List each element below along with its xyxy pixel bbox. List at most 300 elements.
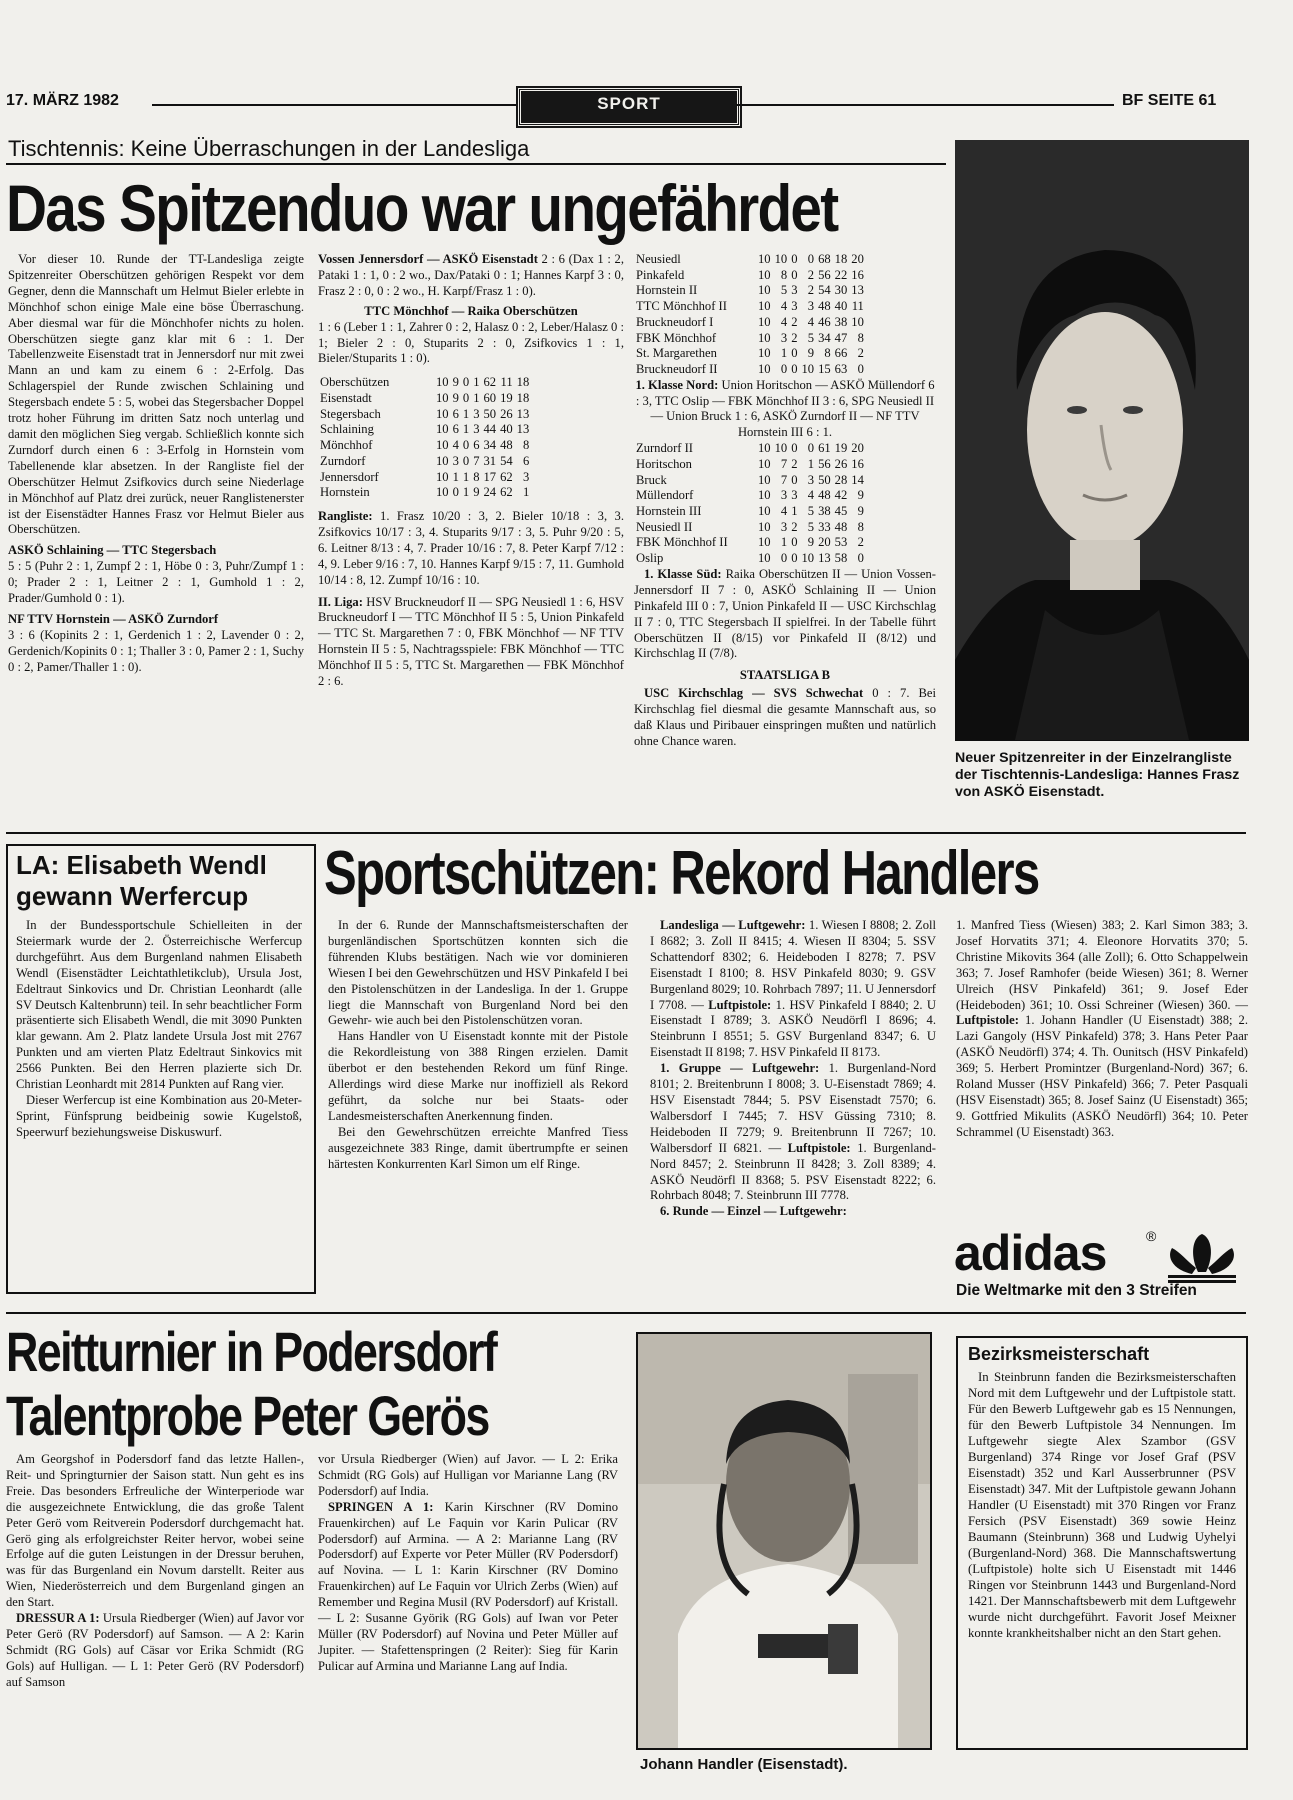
stat-cell: 4	[807, 314, 815, 329]
tt-match3-text: 2 : 6 (Dax 1 : 2, Pataki 1 : 1, 0 : 2 wo., Dax/Pataki 0 : 1; Hannes Karpf 3 : 0, Frasz 2 : 0, 0 : 2 wo., H. Karpf/Frasz 1 : 0).	[318, 252, 624, 298]
reit-headline-line1: Reitturnier in Podersdorf	[6, 1320, 497, 1383]
tt-nord-label: 1. Klasse Nord:	[635, 377, 719, 392]
stat-cell: 8	[780, 267, 788, 282]
stat-cell: 10	[758, 472, 771, 487]
team-name-cell: FBK Mönchhof II	[636, 535, 728, 550]
ss-g1-pistole: 1. Burgenland-Nord 8457; 2. Steinbrunn II 8428; 3. Zoll 8389; 4. ASKÖ Neudörfl II 8368; 5. PSV Eisenstadt 8222; 6. Rohrbach 8048; 7. Steinbrunn III 7778.	[650, 1140, 936, 1203]
tt-sued-text: Raika Oberschützen II — Union Vossen-Jennersdorf II 7 : 0, ASKÖ Schlaining II — Union Pinkafeld III 0 : 7, Union Pinkafeld II — USC Kirchschlag II 7 : 0, TTC Stegersbach II spielfrei. In der Tabelle führt Oberschützen II (8/15) vor Pinkafeld II (8/12) und Kirchschlag II (7/8).	[634, 566, 936, 661]
ss-label-g1-pistole: Luftpistole:	[787, 1140, 851, 1155]
stat-cell: 13	[818, 551, 831, 566]
reit-dressur-cont: vor Ursula Riedberger (Wien) auf Javor. — L 2: Erika Schmidt (RG Gols) auf Hulligan vor Marianne Lang (RV Podersdorf) auf India.	[318, 1452, 618, 1498]
section-label-text: SPORT	[597, 94, 661, 113]
tt-intro: Vor dieser 10. Runde der TT-Landesliga zeigte Spitzenreiter Oberschützen gehörigen Respekt vor dem Gegner, denn die Mannschaft um Helmut Bieler erlebte in Mönchhof schon einige Male eine böse Überraschung. Aber diesmal war für die Mönchhofer nichts zu holen. Oberschützen siegte ganz klar mit 6 : 1. Der Tabellenzweite Eisenstadt trat in Jennersdorf nur mit zwei Mann an und kam zu einem 6 : 2-Erfolg. Das Schlagerspiel der Runde zwischen Schlaining und Stegersbach endete 5 : 5, wobei das Stegersbacher Doppel trotz hoher Führung im dritten Satz noch unterlag und damit den möglichen Sieg vergab. Schließlich konnte sich Zurndorf durch einen 6 : 3-Erfolg in Hornstein vom Tabellenende klar absetzen. In der Rangliste fiel der Oberschützer Helmut Zsifkovics durch seine Niederlage in Mönchhof auf Platz drei zurück, neuer Ranglistenerster ist der Eisenstädter Hannes Frasz vor Helmut Bieler aus Oberschützen.	[8, 252, 304, 537]
team-name-cell: Schlaining	[320, 422, 374, 437]
stat-cell: 20	[851, 252, 864, 266]
stat-cell: 8	[522, 438, 530, 453]
ss-label-g1-gewehr: 1. Gruppe — Luftgewehr:	[660, 1061, 820, 1076]
team-name-cell: Neusiedl II	[636, 519, 693, 534]
stat-cell: 38	[834, 314, 848, 329]
team-name-cell: Oberschützen	[320, 375, 390, 390]
stat-cell: 10	[758, 267, 771, 282]
stat-cell: 54	[500, 453, 513, 468]
tt-kicker: Tischtennis: Keine Überraschungen in der Landesliga	[8, 136, 530, 161]
stat-cell: 58	[834, 551, 848, 566]
team-name-cell: Horitschon	[636, 456, 692, 471]
la-box	[6, 844, 316, 1294]
ss-label-ll-pistole: Luftpistole:	[708, 997, 772, 1012]
stat-cell: 11	[851, 299, 864, 314]
tt-match2-text: 3 : 6 (Kopinits 2 : 1, Gerdenich 1 : 2, Lavender 0 : 2, Gerdenich/Kopinits 0 : 1; Thaller 3 : 0, Pamer 2 : 1, Suchy 0 : 2, Pamer/Thaller 1 : 0).	[8, 627, 304, 674]
stat-cell: 63	[834, 361, 848, 376]
stat-cell: 10	[758, 330, 771, 345]
stat-cell: 0	[452, 485, 459, 500]
stat-cell: 34	[818, 330, 831, 345]
stat-cell: 0	[807, 252, 815, 266]
table-row	[634, 457, 866, 473]
stat-cell: 1	[791, 504, 798, 519]
table-row	[634, 473, 866, 489]
stat-cell: 10	[436, 485, 449, 500]
stat-cell: 10	[758, 283, 771, 298]
tt-match1-title: ASKÖ Schlaining — TTC Stegersbach	[8, 543, 217, 558]
bez-title: Bezirksmeisterschaft	[968, 1344, 1150, 1364]
ss-col2	[650, 918, 936, 1220]
stat-cell: 10	[774, 252, 788, 266]
stat-cell: 0	[791, 441, 798, 456]
stat-cell: 3	[473, 406, 480, 421]
stat-cell: 5	[807, 330, 815, 345]
stat-cell: 42	[834, 488, 848, 503]
stat-cell: 9	[452, 375, 459, 390]
stat-cell: 1	[473, 375, 480, 390]
stat-cell: 1	[780, 535, 788, 550]
section-label	[518, 88, 740, 126]
stat-cell: 0	[462, 438, 470, 453]
stat-cell: 7	[780, 472, 788, 487]
stat-cell: 46	[818, 314, 831, 329]
stat-cell: 9	[807, 535, 815, 550]
stat-cell: 56	[818, 267, 831, 282]
stat-cell: 1	[522, 485, 530, 500]
team-name-cell: Müllendorf	[636, 488, 694, 503]
stat-cell: 48	[818, 488, 831, 503]
stat-cell: 4	[780, 299, 788, 314]
stat-cell: 11	[500, 375, 513, 390]
stat-cell: 62	[500, 485, 513, 500]
table-row	[634, 535, 866, 551]
table-row	[634, 252, 866, 268]
team-name-cell: Bruckneudorf I	[636, 314, 714, 329]
stat-cell: 47	[834, 330, 848, 345]
tt-table-nord	[634, 441, 866, 567]
ss-label-einzel: 6. Runde — Einzel — Luftgewehr:	[660, 1204, 847, 1219]
stat-cell: 24	[483, 485, 497, 500]
ss-col3	[956, 918, 1248, 1141]
stat-cell: 6	[522, 453, 530, 468]
stat-cell: 4	[780, 314, 788, 329]
adidas-trefoil-icon	[1162, 1228, 1242, 1284]
stat-cell: 68	[818, 252, 831, 266]
stat-cell: 60	[483, 391, 497, 406]
handler-caption: Johann Handler (Eisenstadt).	[640, 1756, 848, 1773]
tt-col2	[318, 252, 624, 690]
stat-cell: 62	[500, 469, 513, 484]
reit-dressur-label: DRESSUR A 1:	[16, 1611, 100, 1626]
stat-cell: 10	[758, 252, 771, 266]
reit-headline	[6, 1320, 496, 1448]
stat-cell: 10	[758, 551, 771, 566]
section-divider-2	[6, 1312, 1246, 1314]
stat-cell: 50	[818, 472, 831, 487]
stat-cell: 6	[452, 406, 459, 421]
bez-body	[968, 1369, 1236, 1641]
table-row	[634, 441, 866, 457]
stat-cell: 31	[483, 453, 497, 468]
bez-text: In Steinbrunn fanden die Bezirksmeisterschaften Nord mit dem Luftgewehr und der Luftpistole statt. Für den Bewerb Luftgewehr gab es 15 Nennungen, für den Bewerb Luftpistole 34 Nennungen. Im Luftgewehr siegte Alex Szambor (GSV Burgenland) 374 Ringe vor Josef Graf (PSV Eisenstadt) 352 und Karl Ausserbrunner (PSV Eisenstadt) 347. Mit der Luftpistole gewann Johann Handler (U Eisenstadt) mit 370 Ringen vor Franz Fersich (PSV Eisenstadt) 369 sowie Heinz Baumann (Steinbrunn) 368 und Ludwig Uyhelyi (Burgenland-Nord) 368. Die Mannschaftswertung (Luftpistole) holte sich U Eisenstadt mit 1446 Ringen vor Steinbrunn 1443 und Burgenland-Nord 1421. Der Mannschaftsbewerb mit dem Luftgewehr wurde nicht durchgeführt. Favorit Josef Meixner konnte krankheitshalber nicht an den Start gehen.	[968, 1370, 1236, 1640]
tt-sued-label: 1. Klasse Süd:	[644, 566, 722, 581]
adidas-logo-text: adidas	[954, 1225, 1107, 1281]
stat-cell: 0	[857, 361, 864, 376]
stat-cell: 3	[473, 422, 480, 437]
adidas-registered: ®	[1146, 1228, 1157, 1244]
stat-cell: 0	[791, 535, 798, 550]
stat-cell: 8	[857, 330, 864, 345]
la-headline-line1: LA: Elisabeth Wendl	[16, 850, 267, 880]
ss-label-ll-gewehr: Landesliga — Luftgewehr:	[660, 918, 806, 932]
table-row	[634, 268, 866, 284]
stat-cell: 1	[473, 391, 480, 406]
stat-cell: 3	[780, 488, 788, 503]
team-name-cell: Zurndorf	[320, 453, 366, 468]
team-name-cell: Jennersdorf	[320, 469, 379, 484]
stat-cell: 1	[452, 469, 459, 484]
table-row	[634, 551, 866, 567]
table-row	[634, 520, 866, 536]
table-row	[318, 422, 531, 438]
stat-cell: 10	[758, 314, 771, 329]
la-headline	[16, 850, 314, 912]
stat-cell: 2	[857, 346, 864, 361]
stat-cell: 34	[483, 438, 497, 453]
stat-cell: 8	[857, 519, 864, 534]
stat-cell: 3	[791, 488, 798, 503]
la-headline-line2: gewann Werfercup	[16, 881, 249, 911]
stat-cell: 3	[780, 330, 788, 345]
stat-cell: 9	[857, 488, 864, 503]
ss-einzel-gewehr: 1. Manfred Tiess (Wiesen) 383; 2. Karl Simon 383; 3. Josef Horvatits 371; 4. Eleonore Horvatits 370; 5. Christine Mikovits 364 (alle Zoll); 6. Otto Schappelwein 363; 7. Josef Ramhofer (beide Wiesen) 361; 8. Werner Ulreich (HSV Pinkafeld) 361; 9. Josef Eder (Heideboden) 361; 10. Ossi Schreiner (Wiesen) 360. —	[956, 918, 1248, 1012]
tt-table-liga2	[634, 252, 866, 378]
table-row	[318, 485, 531, 501]
table-row	[634, 315, 866, 331]
table-row	[318, 470, 531, 486]
stat-cell: 9	[807, 346, 815, 361]
stat-cell: 56	[818, 456, 831, 471]
stat-cell: 2	[791, 519, 798, 534]
stat-cell: 3	[807, 472, 815, 487]
stat-cell: 10	[436, 438, 449, 453]
frasz-caption: Neuer Spitzenreiter in der Einzelrangliste der Tischtennis-Landesliga: Hannes Frasz von ASKÖ Eisenstadt.	[955, 750, 1240, 800]
tt-match4-title: TTC Mönchhof — Raika Oberschützen	[364, 303, 578, 318]
reit-springen-label: SPRINGEN A 1:	[328, 1499, 434, 1514]
table-row	[318, 438, 531, 454]
stat-cell: 3	[522, 469, 530, 484]
stat-cell: 44	[483, 422, 497, 437]
frasz-portrait-drawing	[955, 140, 1249, 741]
stat-cell: 19	[500, 391, 513, 406]
stat-cell: 16	[851, 456, 864, 471]
stat-cell: 7	[780, 456, 788, 471]
tt-rangliste-text: 1. Frasz 10/20 : 3, 2. Bieler 10/18 : 3, 3. Zsifkovics 10/17 : 3, 4. Stuparits 9/17 : 3, 5. Puhr 9/20 : 5, 6. Leitner 8/13 : 4, 7. Prader 10/16 : 7, 8. Peter Karpf 7/12 : 4, 9. Leber 9/16 : 7, 10. Hannes Karpf 9/15 : 7, 11. Gumhold 10/14 : 8, 12. Zumpf 10/16 : 10.	[318, 508, 624, 587]
stat-cell: 10	[758, 535, 771, 550]
stat-cell: 13	[851, 283, 864, 298]
stat-cell: 18	[516, 391, 530, 406]
table-row	[634, 299, 866, 315]
stat-cell: 40	[500, 422, 513, 437]
table-row	[634, 346, 866, 362]
stat-cell: 10	[851, 314, 864, 329]
team-name-cell: Hornstein	[320, 485, 370, 500]
stat-cell: 10	[801, 361, 815, 376]
stat-cell: 19	[834, 441, 848, 456]
header-date: 17. MÄRZ 1982	[6, 92, 119, 109]
reit-springen-text: Karin Kirschner (RV Domino Frauenkirchen) auf Le Faquin vor Karin Pulicar (RV Podersdorf) auf Armina. — A 2: Marianne Lang (RV Podersdorf) auf Experte vor Peter Müller (RV Podersdorf) auf Novina. — L 1: Karin Kirschner (RV Domino Frauenkirchen) auf Le Faquin vor Ulrich Zerbs (Wien) auf Remember und Regina Musil (RV Podersdorf) auf Kristall. — L 2: Susanne Györik (RG Gols) auf Iwan vor Peter Müller (RV Podersdorf) auf Novina und Peter Müller auf Jupiter. — Stafettenspringen (2 Reiter): Sieg für Karin Pulicar auf Armina und Marianne Lang auf India.	[318, 1499, 618, 1673]
stat-cell: 10	[758, 456, 771, 471]
stat-cell: 9	[452, 391, 459, 406]
stat-cell: 33	[818, 519, 831, 534]
handler-photo	[636, 1332, 932, 1750]
stat-cell: 48	[818, 299, 831, 314]
stat-cell: 9	[857, 504, 864, 519]
stat-cell: 61	[818, 441, 831, 456]
stat-cell: 10	[436, 406, 449, 421]
stat-cell: 10	[436, 391, 449, 406]
tt-match2-title: NF TTV Hornstein — ASKÖ Zurndorf	[8, 611, 219, 626]
reit-headline-line2: Talentprobe Peter Gerös	[6, 1384, 489, 1447]
table-row	[318, 407, 531, 423]
stat-cell: 28	[834, 472, 848, 487]
stat-cell: 0	[791, 267, 798, 282]
stat-cell: 13	[516, 406, 530, 421]
la-body	[16, 918, 302, 1141]
stat-cell: 5	[807, 504, 815, 519]
bez-box	[956, 1336, 1248, 1750]
tt-table-landesliga	[318, 375, 531, 501]
stat-cell: 10	[758, 299, 771, 314]
table-row	[634, 283, 866, 299]
stat-cell: 5	[807, 519, 815, 534]
stat-cell: 1	[780, 346, 788, 361]
reit-col1	[6, 1452, 304, 1691]
table-row	[634, 504, 866, 520]
stat-cell: 2	[791, 456, 798, 471]
stat-cell: 48	[834, 519, 848, 534]
stat-cell: 0	[462, 453, 470, 468]
team-name-cell: Hornstein II	[636, 283, 698, 298]
handler-portrait-drawing	[638, 1334, 930, 1748]
stat-cell: 4	[807, 488, 815, 503]
stat-cell: 0	[791, 472, 798, 487]
header-page: BF SEITE 61	[1122, 92, 1217, 109]
stat-cell: 2	[807, 267, 815, 282]
stat-cell: 2	[791, 314, 798, 329]
table-row	[634, 331, 866, 347]
tt-staatsliga-text: 0 : 7. Bei Kirchschlag fiel diesmal die gesamte Mannschaft aus, so daß Klaus und Piribauer einspringen mußten und natürlich ohne Chance waren.	[634, 686, 936, 748]
stat-cell: 22	[834, 267, 848, 282]
stat-cell: 10	[436, 422, 449, 437]
stat-cell: 20	[818, 535, 831, 550]
stat-cell: 0	[462, 375, 470, 390]
adidas-slogan: Die Weltmarke mit den 3 Streifen	[956, 1282, 1197, 1299]
header-rule-left	[152, 104, 517, 106]
stat-cell: 54	[818, 283, 831, 298]
stat-cell: 15	[818, 361, 831, 376]
stat-cell: 1	[462, 406, 470, 421]
team-name-cell: TTC Mönchhof II	[636, 299, 727, 314]
tt-col1	[8, 252, 304, 676]
stat-cell: 6	[452, 422, 459, 437]
stat-cell: 10	[758, 346, 771, 361]
stat-cell: 10	[436, 453, 449, 468]
stat-cell: 9	[473, 485, 480, 500]
stat-cell: 10	[758, 519, 771, 534]
stat-cell: 8	[473, 469, 480, 484]
stat-cell: 0	[780, 361, 788, 376]
stat-cell: 38	[818, 504, 831, 519]
stat-cell: 45	[834, 504, 848, 519]
tt-match3-title: Vossen Jennersdorf — ASKÖ Eisenstadt	[318, 252, 538, 266]
stat-cell: 10	[758, 504, 771, 519]
tt-headline: Das Spitzenduo war ungefährdet	[6, 171, 838, 245]
stat-cell: 8	[824, 346, 831, 361]
ss-einzel-pistole: 1. Johann Handler (U Eisenstadt) 388; 2. Lazi Gangoly (HSV Pinkafeld) 378; 3. Hans Peter Paar (ASKÖ Neudörfl) 374; 4. Th. Ounitsch (HSV Pinkafeld) 369; 5. Herbert Promintzer (Burgenland-Nord) 367; 6. Roland Musser (HSV Pinkafeld) 366; 7. Peter Pasquali (HSV Eisenstadt) 365; 8. Josef Sainz (U Eisenstadt) 365; 9. Gottfried Mikulits (ASKÖ Neudörfl) 364; 10. Peter Schrammel (U Eisenstadt) 363.	[956, 1013, 1248, 1139]
stat-cell: 10	[801, 551, 815, 566]
team-name-cell: Oslip	[636, 551, 664, 566]
ss-ll-pistole: 1. HSV Pinkafeld I 8840; 2. U Eisenstadt I 8789; 3. ASKÖ Neudörfl I 8696; 4. Steinbrunn I 8551; 5. GSV Burgenland 8347; 6. U Eisenstadt II 8198; 7. HSV Pinkafeld II 8173.	[650, 997, 937, 1060]
ss-p1: In der 6. Runde der Mannschaftsmeisterschaften der burgenländischen Sportschützen konnten sich die führenden Klubs bestätigen. Nach wie vor dominieren Wiesen I bei den Gewehrschützen und HSV Pinkafeld I bei den Pistolenschützen in der Landesliga. In der 1. Gruppe liegt die Mannschaft von Burgenland Nord bei den Gewehr- wie auch bei den Pistolenschützen voran.	[328, 918, 628, 1028]
stat-cell: 1	[462, 422, 470, 437]
section-divider-1	[6, 832, 1246, 834]
tt-col3	[634, 252, 936, 750]
tt-staatsliga-match: USC Kirchschlag — SVS Schwechat	[644, 686, 864, 701]
stat-cell: 3	[791, 283, 798, 298]
team-name-cell: Hornstein III	[636, 504, 702, 519]
tt-match1-text: 5 : 5 (Puhr 2 : 1, Zumpf 2 : 1, Höbe 0 : 3, Puhr/Zumpf 1 : 0; Prader 2 : 1, Leitner 2 : 1, Gumhold 1 : 2, Prader/Gumhold 0 : 1).	[8, 559, 304, 606]
frasz-photo	[955, 140, 1249, 741]
team-name-cell: Mönchhof	[320, 438, 373, 453]
stat-cell: 14	[851, 472, 864, 487]
stat-cell: 10	[436, 469, 449, 484]
team-name-cell: Bruckneudorf II	[636, 361, 718, 376]
stat-cell: 20	[851, 441, 864, 456]
stat-cell: 0	[857, 551, 864, 566]
stat-cell: 0	[791, 346, 798, 361]
stat-cell: 50	[483, 406, 497, 421]
table-row	[318, 391, 531, 407]
stat-cell: 16	[851, 267, 864, 282]
stat-cell: 1	[807, 456, 815, 471]
team-name-cell: Stegersbach	[320, 406, 381, 421]
tt-liga2-text: HSV Bruckneudorf II — SPG Neusiedl 1 : 6, HSV Bruckneudorf I — TTC Mönchhof II 5 : 5, Union Pinkafeld — TTC St. Margarethen 7 : 0, FBK Mönchhof — NF TTV Hornstein II 5 : 5, Nachtragsspiele: FBK Mönchhof — TTC Mönchhof II 5 : 5, TTC St. Margarethen — FBK Mönchhof 2 : 6.	[318, 594, 625, 689]
ss-p3: Bei den Gewehrschützen erreichte Manfred Tiess ausgezeichnete 383 Ringe, damit übertrumpfte er seinen härtesten Konkurrenten Karl Simon um elf Ringe.	[328, 1124, 628, 1171]
tt-rangliste-label: Rangliste:	[318, 508, 373, 523]
team-name-cell: Zurndorf II	[636, 441, 693, 456]
la-p1: In der Bundessportschule Schielleiten in der Steiermark wurde der 2. Österreichische Werfercup durchgeführt. Aus dem Burgenland nahmen Elisabeth Wendl (Eisenstädter Leichtathletikclub), Ursula Jost, Edeltraut Sinkovics und Dr. Christian Leonhardt (alle SV Deutsch Kaltenbrunn) teil. In sehr beachtlicher Form präsentierte sich Elisabeth Wendl, die mit 3090 Punkten klar gewann. Am 2. Platz landete Ursula Jost mit 2767 Punkten und am vierten Platz Edeltraut Sinkovics mit 2566 Punkten. Bei den Herren plazierte sich Dr. Christian Leonhardt mit 2814 Punkten auf Rang vier.	[16, 918, 302, 1092]
stat-cell: 40	[834, 299, 848, 314]
stat-cell: 62	[483, 375, 497, 390]
stat-cell: 18	[516, 375, 530, 390]
stat-cell: 10	[774, 441, 788, 456]
stat-cell: 4	[780, 504, 788, 519]
stat-cell: 0	[780, 551, 788, 566]
stat-cell: 5	[780, 283, 788, 298]
stat-cell: 3	[452, 453, 459, 468]
stat-cell: 1	[462, 485, 470, 500]
stat-cell: 26	[500, 406, 513, 421]
stat-cell: 48	[500, 438, 513, 453]
stat-cell: 3	[791, 299, 798, 314]
stat-cell: 0	[791, 361, 798, 376]
tt-liga2-label: II. Liga:	[318, 594, 363, 609]
stat-cell: 7	[473, 453, 480, 468]
team-name-cell: Eisenstadt	[320, 391, 372, 406]
table-row	[634, 362, 866, 378]
tt-nord-text: Union Horitschon — ASKÖ Müllendorf 6 : 3, TTC Oslip — FBK Mönchhof II 3 : 6, SPG Neusiedl II — Union Bruck 1 : 6, ASKÖ Zurndorf II — NF TTV Hornstein III 6 : 1.	[635, 377, 935, 440]
stat-cell: 2	[807, 283, 815, 298]
reit-dressur-text: Ursula Riedberger (Wien) auf Javor vor Peter Gerö (RV Podersdorf) auf Samson. — A 2: Karin Schmidt (RG Gols) auf Cäsar vor Erika Schmidt (RG Gols) auf Hulligan. — L 1: Peter Gerö (RV Podersdorf) auf Samson	[6, 1611, 305, 1689]
la-p2: Dieser Werfercup ist eine Kombination aus 20-Meter-Sprint, Fünfsprung beidbeinig sowie Kugelstoß, Speerwurf beziehungsweise Diskuswurf.	[16, 1092, 302, 1139]
ss-headline: Sportschützen: Rekord Handlers	[324, 839, 1039, 908]
stat-cell: 10	[436, 375, 449, 390]
stat-cell: 0	[791, 252, 798, 266]
stat-cell: 53	[834, 535, 848, 550]
stat-cell: 10	[758, 361, 771, 376]
table-row	[634, 488, 866, 504]
stat-cell: 10	[758, 441, 771, 456]
team-name-cell: Neusiedl	[636, 252, 681, 266]
stat-cell: 13	[516, 422, 530, 437]
stat-cell: 26	[834, 456, 848, 471]
stat-cell: 4	[452, 438, 459, 453]
team-name-cell: Bruck	[636, 472, 667, 487]
adidas-ad	[954, 1225, 1248, 1304]
tt-match4-text: 1 : 6 (Leber 1 : 1, Zahrer 0 : 2, Halasz 0 : 2, Leber/Halasz 0 : 1; Bieler 2 : 0, Stuparits 2 : 0, Zsifkovics 1 : 1, Bieler/Stuparits 1 : 0).	[318, 319, 624, 366]
stat-cell: 2	[857, 535, 864, 550]
tt-kicker-rule	[6, 163, 946, 165]
stat-cell: 66	[834, 346, 848, 361]
team-name-cell: FBK Mönchhof	[636, 330, 717, 345]
ss-g1-gewehr: 1. Burgenland-Nord 8101; 2. Breitenbrunn I 8008; 3. U-Eisenstadt 7869; 4. HSV Eisenstadt 7844; 5. PSV Eisenstadt 7570; 6. Walbersdorf I 7445; 7. HSV Güssing 7310; 8. Heideboden II 7279; 9. Breitenbrunn II 7267; 10. Walbersdorf II 6821. —	[650, 1061, 936, 1155]
stat-cell: 18	[834, 252, 848, 266]
stat-cell: 3	[780, 519, 788, 534]
stat-cell: 30	[834, 283, 848, 298]
table-row	[318, 454, 531, 470]
reit-intro: Am Georgshof in Podersdorf fand das letzte Hallen-, Reit- und Springturnier der Saison statt. Nun geht es ins Freie. Das besonders Erfreuliche der Winterperiode war die ausgezeichnete Entwicklung, die das große Talent Peter Gerö vom Reitverein Podersdorf durchgemacht hat. Gerö ging als erfolgreichster Reiter hervor, wobei seine Erfolge auf die guten Leistungen in der Dressur beruhen, was für das Burgenland ein Novum darstellt. Reiter aus Wien, Niederösterreich und dem Burgenland gingen an den Start.	[6, 1452, 304, 1610]
stat-cell: 2	[791, 330, 798, 345]
team-name-cell: Pinkafeld	[636, 267, 685, 282]
table-row	[318, 375, 531, 391]
ss-label-einzel-pistole: Luftpistole:	[956, 1013, 1019, 1028]
ss-p2: Hans Handler von U Eisenstadt konnte mit der Pistole die Rekordleistung von 388 Ringen erzielen. Damit überbot er den bestehenden Rekord um fünf Ringe. Allerdings wird diese Marke nur inoffiziell als Rekord geführt, da solche nur bei Staats- oder Landesmeisterschaften Anerkennung finden.	[328, 1029, 628, 1123]
reit-col2	[318, 1452, 618, 1675]
tt-staatsliga-title: STAATSLIGA B	[739, 668, 831, 683]
stat-cell: 0	[791, 551, 798, 566]
stat-cell: 0	[807, 441, 815, 456]
ss-ll-gewehr: 1. Wiesen I 8808; 2. Zoll I 8682; 3. Zoll II 8415; 4. Wiesen II 8304; 5. SSV Schattendorf 8302; 6. Heideboden I 8278; 7. PSV Eisenstadt I 8100; 8. HSV Pinkafeld 8030; 9. GSV Burgenland 8029; 10. Rohrbach 7897; 11. U Jennersdorf I 7708. —	[650, 918, 936, 1012]
stat-cell: 17	[483, 469, 497, 484]
ss-col1	[328, 918, 628, 1173]
header-rule-right	[736, 104, 1114, 106]
stat-cell: 0	[462, 391, 470, 406]
